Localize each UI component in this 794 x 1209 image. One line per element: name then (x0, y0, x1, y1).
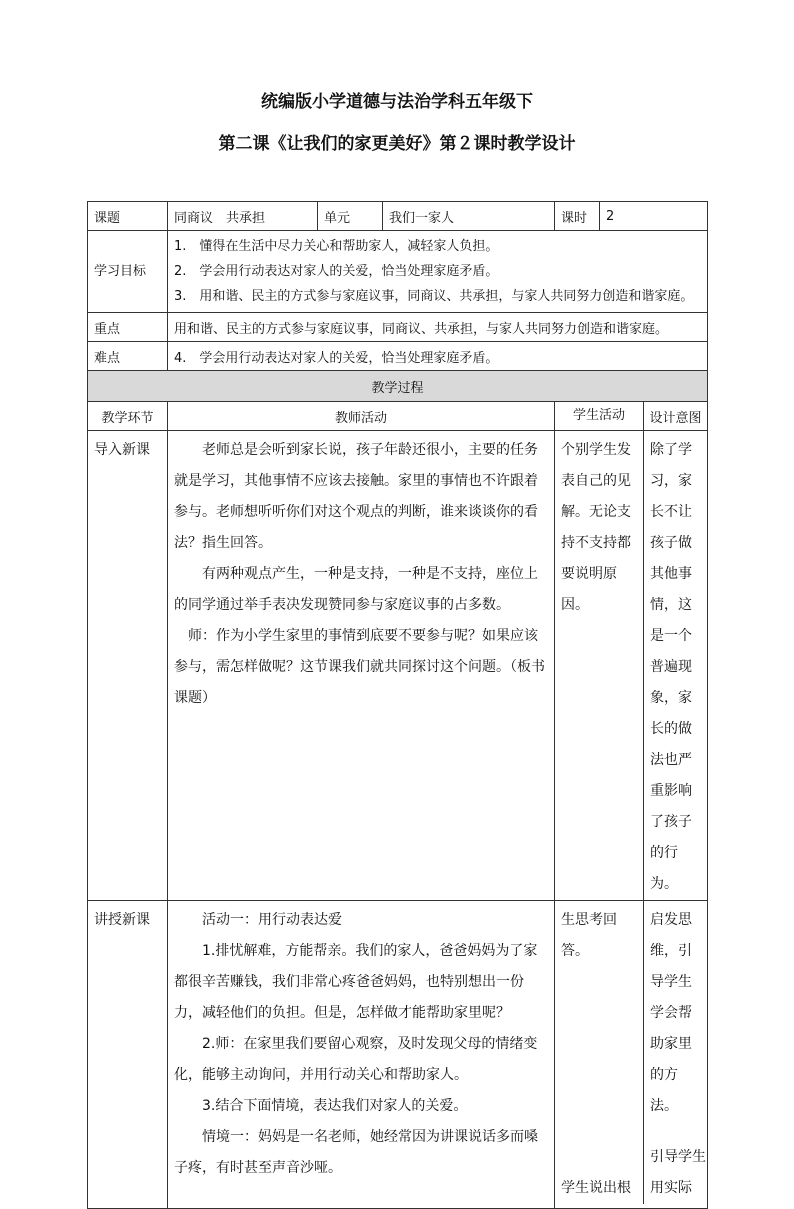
header-teacher: 教师活动 (168, 402, 555, 431)
intro-teacher-para: 有两种观点产生，一种是支持，一种是不支持，座位上的同学通过举手表决发现赞同参与家庭议事的占多数。 (174, 566, 538, 613)
lecture-intent-1: 启发思维，引导学生学会帮助家里的方法。 (650, 912, 692, 1114)
lecture-intent-cell (644, 901, 707, 1204)
process-section-title: 教学过程 (88, 371, 708, 402)
lecture-row (88, 901, 708, 1209)
goal-item: 1. 懂得在生活中尽力关心和帮助家人，减轻家人负担。 (174, 239, 499, 254)
lecture-teacher (168, 901, 555, 1209)
lecture-intent-2: 引导学生用实际 (650, 1149, 706, 1196)
intro-teacher-para: 老师总是会听到家长说，孩子年龄还很小，主要的任务就是学习，其他事情不应该去接触。家里的事情也不许跟着参与。老师想听听你们对这个观点的判断，谁来谈谈你的看法？指生回答。 (174, 442, 538, 551)
lecture-student-2: 学生说出根 (561, 1180, 631, 1196)
lecture-teacher-para: 情境一：妈妈是一名老师，她经常因为讲课说话多而嗓子疼，有时甚至声音沙哑。 (174, 1129, 538, 1176)
lesson-plan-table (87, 201, 708, 1209)
intro-teacher-para: 师：作为小学生家里的事情到底要不要参与呢？如果应该参与，需怎样做呢？这节课我们就共同探讨这个问题。（板书课题） (174, 628, 545, 706)
topic-label: 课题 (88, 202, 168, 231)
lecture-student-cell (555, 901, 644, 1204)
lecture-student-1: 生思考回答。 (561, 912, 617, 959)
goals-label: 学习目标 (88, 231, 168, 313)
key-point-value: 用和谐、民主的方式参与家庭议事，同商议、共承担，与家人共同努力创造和谐家庭。 (168, 313, 708, 342)
header-student: 学生活动 (555, 402, 644, 430)
intro-row (88, 431, 708, 901)
info-row (88, 202, 708, 231)
document-title: 统编版小学道德与法治学科五年级下 (261, 92, 533, 112)
goal-item: 2. 学会用行动表达对家人的关爱，恰当处理家庭矛盾。 (174, 264, 499, 279)
intro-teacher (168, 431, 555, 901)
unit-value: 我们一家人 (383, 202, 555, 231)
header-split (555, 402, 708, 431)
key-point-label: 重点 (88, 313, 168, 342)
lecture-teacher-para: 1.排忧解难，方能帮亲。我们的家人，爸爸妈妈为了家都很辛苦赚钱，我们非常心疼爸爸妈妈，也特别想出一份力，减轻他们的负担。但是，怎样做才能帮助家里呢？ (174, 943, 538, 1021)
header-intent: 设计意图 (649, 410, 702, 426)
lecture-stage: 讲授新课 (88, 901, 168, 1209)
period-label: 课时 (555, 202, 600, 231)
header-stage: 教学环节 (88, 402, 168, 431)
intro-student: 个别学生发表自己的见解。无论支持不支持都要说明原因。 (555, 431, 644, 900)
intro-intent: 除了学习，家长不让孩子做其他事情，这是一个普遍现象，家长的做法也严重影响了孩子的行为。 (650, 442, 692, 892)
goals-list (168, 231, 708, 313)
unit-label: 单元 (318, 202, 383, 231)
process-title-row (88, 371, 708, 402)
lecture-teacher-para: 活动一：用行动表达爱 (202, 912, 342, 928)
topic-value: 同商议 共承担 (168, 202, 318, 231)
goals-row (88, 231, 708, 313)
lecture-teacher-para: 2.师：在家里我们要留心观察，及时发现父母的情绪变化，能够主动询问，并用行动关心和帮助家人。 (174, 1036, 538, 1083)
period-value: 2 (600, 202, 708, 231)
difficulty-label: 难点 (88, 342, 168, 371)
difficulty-row (88, 342, 708, 371)
lecture-right-cells (555, 901, 708, 1209)
key-point-row (88, 313, 708, 342)
document-subtitle: 第二课《让我们的家更美好》第２课时教学设计 (218, 134, 576, 154)
lecture-teacher-para: 3.结合下面情境，表达我们对家人的关爱。 (202, 1098, 468, 1114)
intro-right-cells (555, 431, 708, 901)
process-header-row (88, 402, 708, 431)
intro-stage: 导入新课 (88, 431, 168, 901)
difficulty-value: 4. 学会用行动表达对家人的关爱，恰当处理家庭矛盾。 (168, 342, 708, 371)
goal-item: 3. 用和谐、民主的方式参与家庭议事，同商议、共承担，与家人共同努力创造和谐家庭。 (174, 289, 694, 304)
